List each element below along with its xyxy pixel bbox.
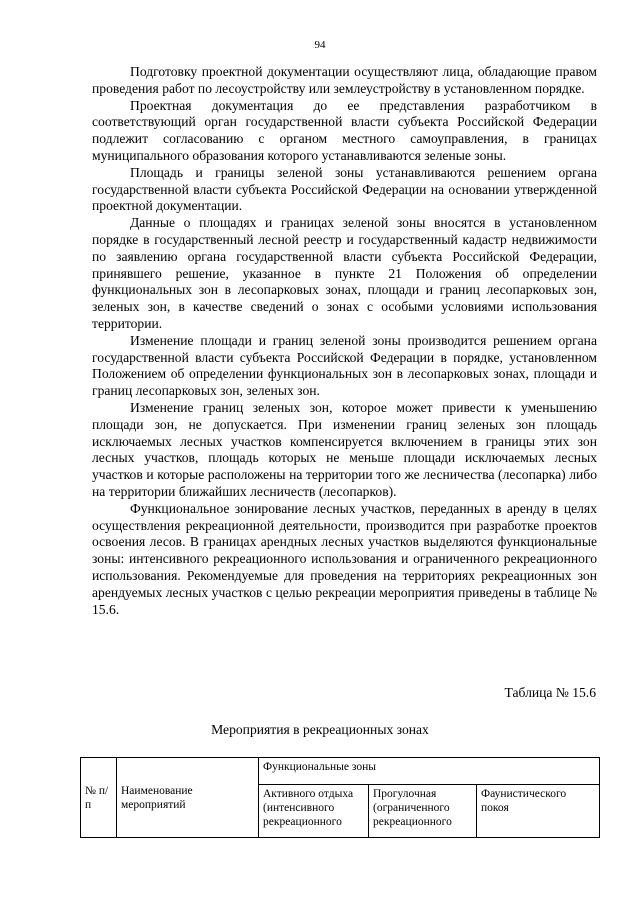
paragraph: Функциональное зонирование лесных участков, переданных в аренду в целях осуществления рекреационной деятельности, производится при разработке проектов освоения лесов. В границах арендных лесных участков выделяются функциональные зоны: интенсивного рекреационного использования и ограниченного рекреационного использования. Рекомендуемые для проведения на территориях рекреационных зон арендуемых лесных участков с целью рекреации мероприятия приведены в таблице № 15.6. bbox=[92, 500, 597, 617]
header-active-rest: Активного отдыха (интенсивного рекреационного bbox=[259, 785, 369, 838]
header-functional-zones: Функциональные зоны bbox=[259, 758, 600, 785]
document-body bbox=[92, 64, 597, 618]
paragraph: Площадь и границы зеленой зоны устанавливаются решением органа государственной власти субъекта Российской Федерации на основании утвержденной проектной документации. bbox=[92, 164, 597, 214]
header-walking: Прогулочная (ограниченного рекреационного bbox=[369, 785, 477, 838]
paragraph: Подготовку проектной документации осуществляют лица, обладающие правом проведения работ по лесоустройству или землеустройству в установленном порядке. bbox=[92, 64, 597, 96]
paragraph: Проектная документация до ее представления разработчиком в соответствующий орган государственной власти субъекта Российской Федерации подлежит согласованию с органом местного самоуправления, в границах муниципального образования которого устанавливаются зеленые зоны. bbox=[92, 97, 597, 163]
zones-table bbox=[80, 757, 600, 838]
paragraph: Изменение площади и границ зеленой зоны производится решением органа государственной власти субъекта Российской Федерации в порядке, установленном Положением об определении функциональных зон в лесопарковых зонах, площади и границ лесопарковых зон, зеленых зон. bbox=[92, 332, 597, 399]
paragraph: Данные о площадях и границах зеленой зоны вносятся в установленном порядке в государственный лесной реестр и государственный кадастр недвижимости по заявлению органа государственной власти субъекта Российской Федерации, принявшего решение, указанное в пункте 21 Положения об определении функциональных зон в лесопарковых зонах, площади и границ лесопарковых зон, зеленых зон, в качестве сведений о зонах с особыми условиями использования территории. bbox=[92, 215, 597, 331]
header-fauna-rest: Фаунистического покоя bbox=[477, 785, 600, 838]
table-header-row bbox=[81, 758, 600, 785]
header-number: № п/п bbox=[81, 758, 117, 838]
header-name: Наименование мероприятий bbox=[117, 758, 259, 838]
page-number: 94 bbox=[314, 39, 326, 51]
table-caption: Таблица № 15.6 bbox=[504, 685, 596, 700]
paragraph: Изменение границ зеленых зон, которое может привести к уменьшению площади зон, не допускается. При изменении границ зеленых зон площадь исключаемых лесных участков компенсируется включением в границы этих зон лесных участков, площадь которых не меньше площади исключаемых лесных участков и которые расположены на территории того же лесничества (лесопарка) либо на территории ближайших лесничеств (лесопарков). bbox=[92, 399, 597, 499]
table-title: Мероприятия в рекреационных зонах bbox=[211, 722, 429, 737]
